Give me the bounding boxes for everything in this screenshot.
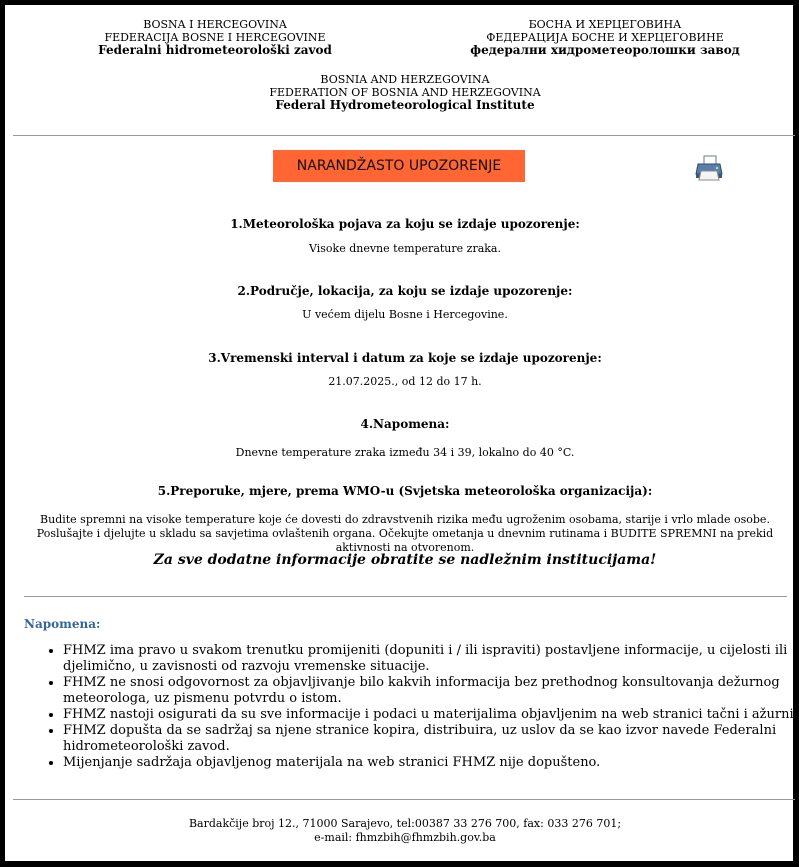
napomena-heading: Napomena: xyxy=(24,617,101,631)
list-item: • FHMZ ima pravo u svakom trenutku promijeniti (dopuniti i / ili ispraviti) postavljene informacije, u cijelosti ili djelimično, u zavisnosti od razvoju vremenske situacije. xyxy=(63,643,799,675)
footer-email: e-mail: fhmzbih@fhmzbih.gov.ba xyxy=(314,831,496,844)
header-right xyxy=(455,18,755,57)
list-item: • FHMZ ne snosi odgovornost za objavljivanje bilo kakvih informacija bez prethodnog konsultovanja dežurnog meteorologa, uz pismenu potvrdu o istom. xyxy=(63,675,799,707)
printer-icon[interactable] xyxy=(695,155,723,181)
list-item: • FHMZ dopušta da se sadržaj sa njene stranice kopira, distribuira, uz uslov da se kao izvor navede Federalni hidrometeorološki zavod. xyxy=(63,723,799,755)
section-2-heading: 2.Područje, lokacija, za koju se izdaje upozorenje: xyxy=(237,284,573,298)
section-1-text: Visoke dnevne temperature zraka. xyxy=(309,242,501,255)
list-item: • Mijenjanje sadržaja objavljenog materijala na web stranici FHMZ nije dopušteno. xyxy=(63,755,799,771)
section-2-text: U većem dijelu Bosne i Hercegovine. xyxy=(302,308,508,321)
section-1-heading: 1.Meteorološka pojava za koju se izdaje upozorenje: xyxy=(230,217,580,231)
warning-badge: NARANDŽASTO UPOZORENJE xyxy=(273,150,525,182)
header-left-line3: Federalni hidrometeorološki zavod xyxy=(98,43,332,57)
header-left-line1: BOSNA I HERCEGOVINA xyxy=(143,18,287,31)
header-center-line1: BOSNIA AND HERZEGOVINA xyxy=(320,73,490,86)
section-4-text: Dnevne temperature zraka između 34 i 39, lokalno do 40 °C. xyxy=(235,446,575,459)
header-center-line3: Federal Hydrometeorological Institute xyxy=(275,98,535,112)
header-right-line2: ФЕДЕРАЦИЈА БОСНЕ И ХЕРЦЕГОВИНЕ xyxy=(486,31,724,44)
header-center-line2: FEDERATION OF BOSNIA AND HERZEGOVINA xyxy=(269,86,541,99)
footer xyxy=(105,817,705,845)
divider-bottom xyxy=(13,799,795,800)
header-left xyxy=(85,18,345,57)
divider-top xyxy=(13,135,795,136)
divider-middle xyxy=(24,596,787,597)
napomena-list xyxy=(23,643,799,771)
section-3-text: 21.07.2025., od 12 do 17 h. xyxy=(328,375,482,388)
contact-institutions-note: Za sve dodatne informacije obratite se nadležnim institucijama! xyxy=(153,552,657,568)
header-center xyxy=(205,73,605,112)
section-5-text: Budite spremni na visoke temperature koje će dovesti do zdravstvenih rizika među ugroženim osobama, starije i vrlo mlade osobe. Poslušajte i djelujte u skladu sa savjetima ovlaštenih organa. Očekujte ometanja u dnevnim rutinama i BUDITE SPREMNI na prekid aktivnosti na otvorenom. xyxy=(36,513,774,554)
header-right-line1: БОСНА И ХЕРЦЕГОВИНА xyxy=(528,18,682,31)
section-4-heading: 4.Napomena: xyxy=(360,417,450,431)
header-left-line2: FEDERACIJA BOSNE I HERCEGOVINE xyxy=(104,31,326,44)
list-item: • FHMZ nastoji osigurati da su sve informacije i podaci u materijalima objavljenim na web stranici tačni i ažurni. xyxy=(63,707,799,723)
section-5-heading: 5.Preporuke, mjere, prema WMO-u (Svjetska meteorološka organizacija): xyxy=(157,484,653,498)
header-right-line3: федерални хидрометеоролошки завод xyxy=(470,43,740,57)
footer-address: Bardakčije broj 12., 71000 Sarajevo, tel:00387 33 276 700, fax: 033 276 701; xyxy=(188,817,622,830)
section-3-heading: 3.Vremenski interval i datum za koje se izdaje upozorenje: xyxy=(208,351,602,365)
